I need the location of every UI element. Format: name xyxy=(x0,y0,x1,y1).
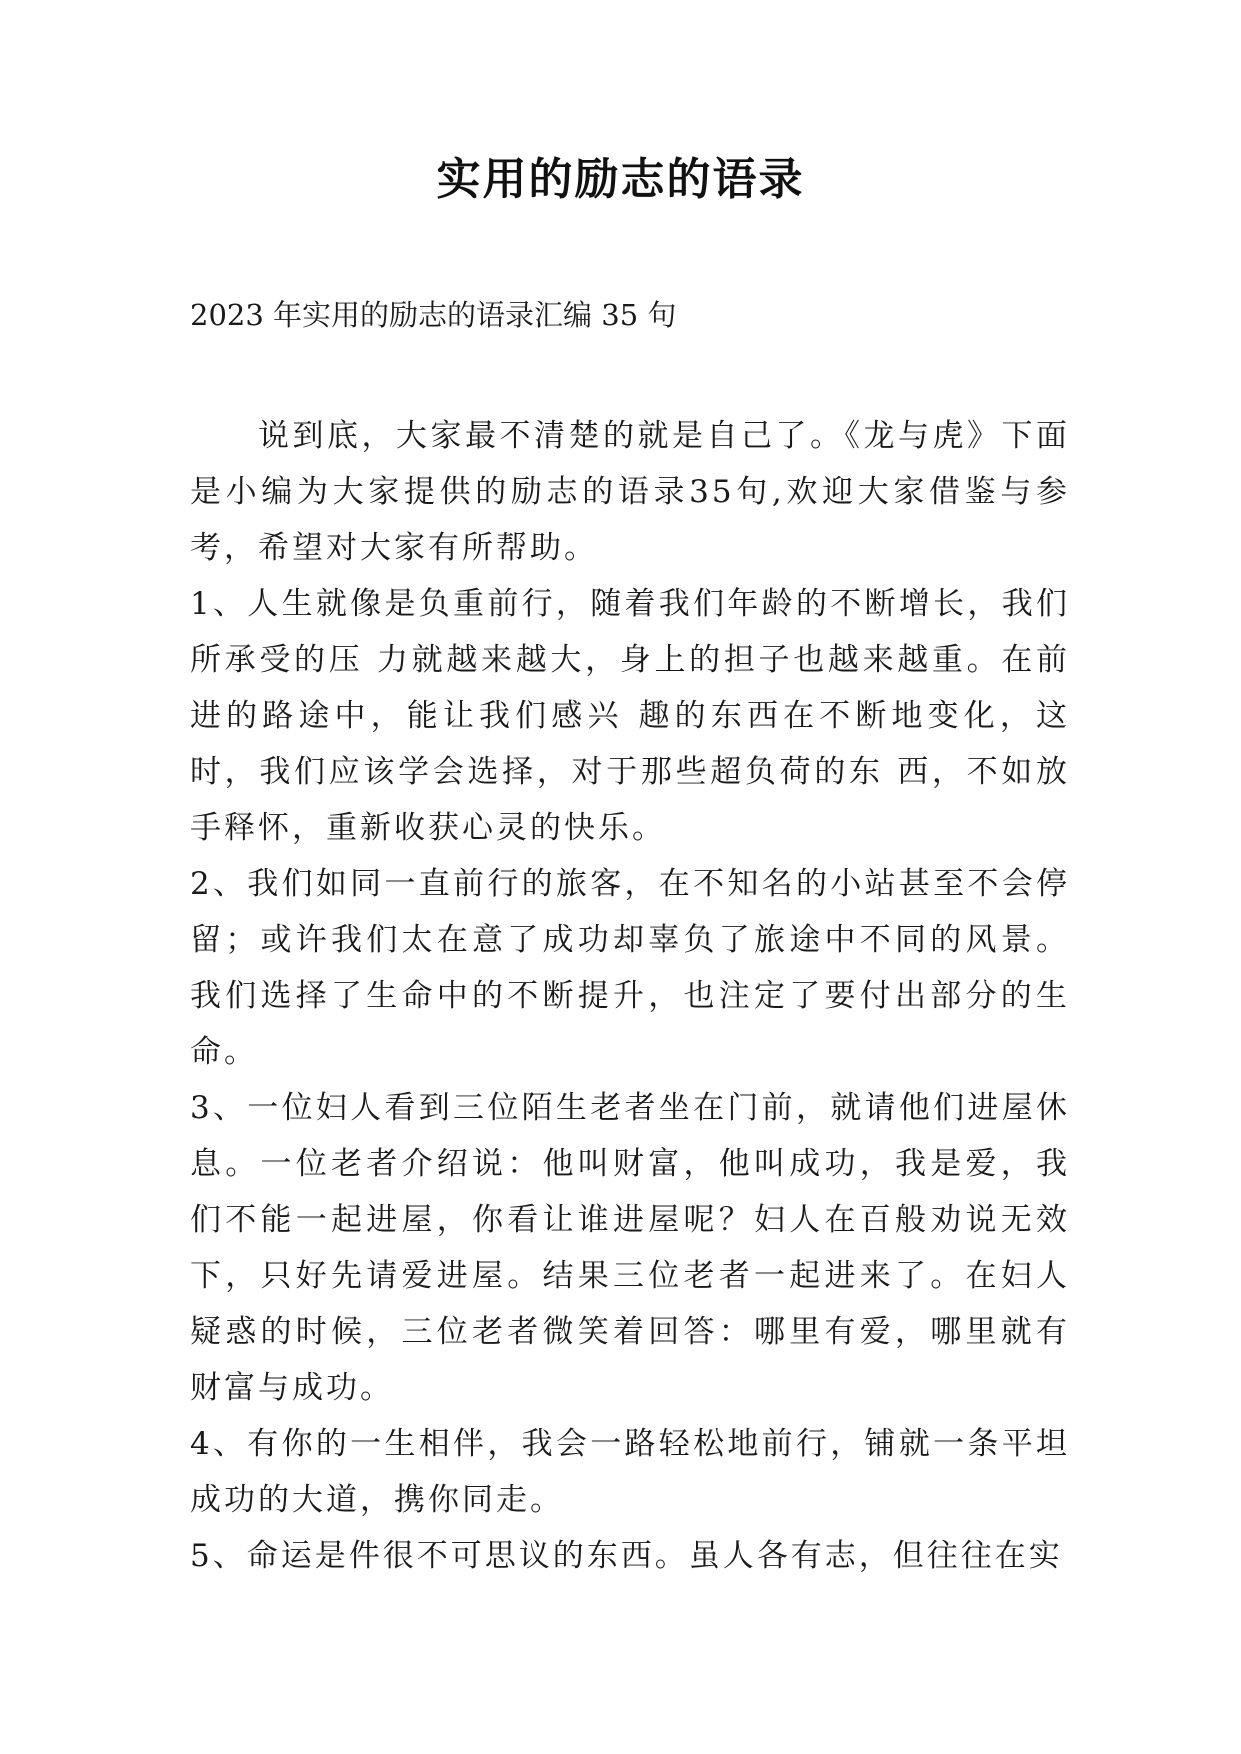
quote-item-2: 2、我们如同一直前行的旅客，在不知名的小站甚至不会停留；或许我们太在意了成功却辜负了旅途中不同的风景。我们选择了生命中的不断提升，也注定了要付出部分的生命。 xyxy=(190,866,1070,1070)
document-title: 实用的励志的语录 xyxy=(436,154,805,205)
document-body xyxy=(190,408,1070,1584)
quote-item-1: 1、人生就像是负重前行，随着我们年龄的不断增长，我们所承受的压 力就越来越大，身上的担子也越来越重。在前进的路途中，能让我们感兴 趣的东西在不断地变化，这时，我们应该学会选择，对于那些超负荷的东 西，不如放手释怀，重新收获心灵的快乐。 xyxy=(190,586,1070,846)
intro-paragraph: 说到底，大家最不清楚的就是自己了。《龙与虎》下面是小编为大家提供的励志的语录35句,欢迎大家借鉴与参考，希望对大家有所帮助。 xyxy=(190,418,1070,566)
quote-item-5: 5、命运是件很不可思议的东西。虽人各有志，但往往在实 xyxy=(190,1538,1063,1574)
document-subtitle: 2023 年实用的励志的语录汇编 35 句 xyxy=(190,298,677,332)
quote-item-3: 3、一位妇人看到三位陌生老者坐在门前，就请他们进屋休息。一位老者介绍说：他叫财富，他叫成功，我是爱，我们不能一起进屋，你看让谁进屋呢？妇人在百般劝说无效下，只好先请爱进屋。结果三位老者一起进来了。在妇人疑惑的时候，三位老者微笑着回答：哪里有爱，哪里就有财富与成功。 xyxy=(190,1090,1070,1406)
quote-item-4: 4、有你的一生相伴，我会一路轻松地前行，铺就一条平坦成功的大道，携你同走。 xyxy=(190,1426,1070,1518)
